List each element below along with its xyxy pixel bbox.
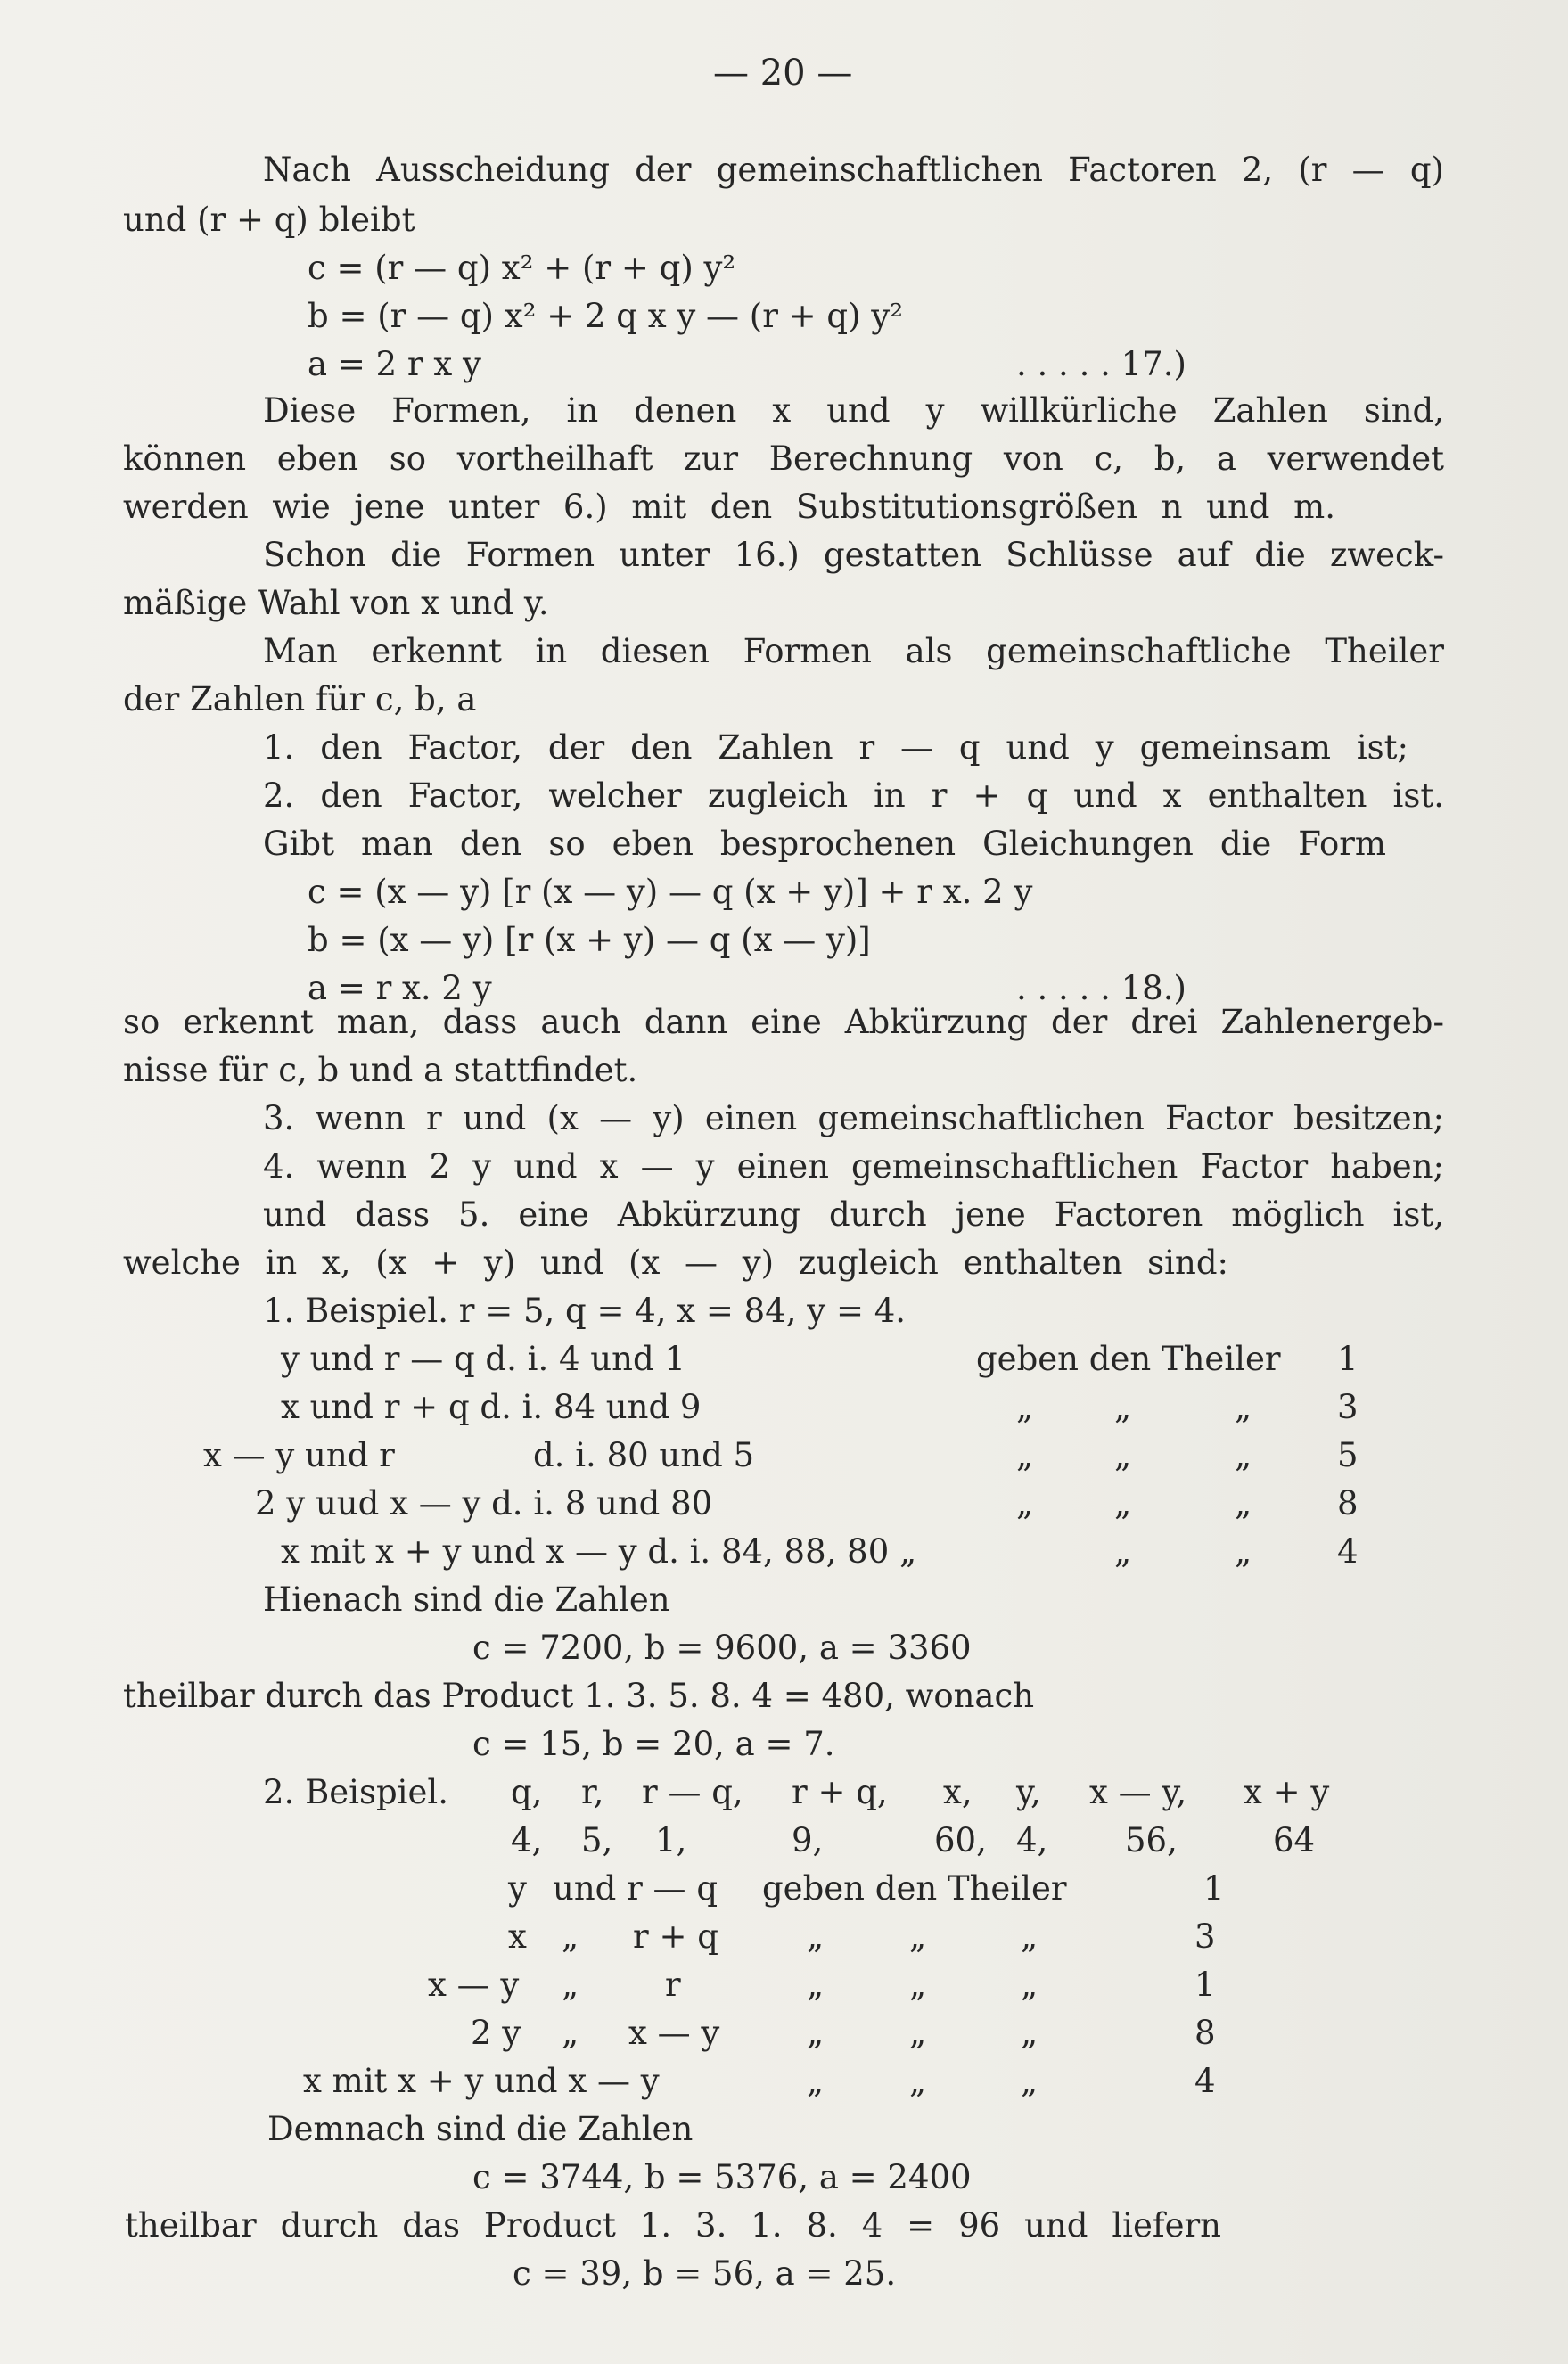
text-line: Gibt man den so eben besprochenen Gleichungen die Form bbox=[263, 825, 1386, 863]
text-line: theilbar durch das Product 1. 3. 5. 8. 4 = 480, wonach bbox=[123, 1677, 1035, 1715]
ditto-mark: „ bbox=[1016, 1388, 1034, 1426]
example1-heading: 1. Beispiel. r = 5, q = 4, x = 84, y = 4. bbox=[263, 1292, 907, 1330]
ditto-mark: „ bbox=[909, 1917, 927, 1956]
ditto-mark: „ bbox=[909, 1966, 927, 2004]
example2-header: r + q, bbox=[792, 1773, 888, 1811]
equation-b: b = (r — q) x² + 2 q x y — (r + q) y² bbox=[308, 297, 904, 335]
example1-row-value: 1 bbox=[1337, 1340, 1359, 1378]
ditto-mark: „ bbox=[1235, 1532, 1252, 1571]
example2-row-b: und r — q bbox=[553, 1869, 718, 1908]
example1-row-value: 4 bbox=[1337, 1532, 1359, 1571]
ditto-mark: „ bbox=[1021, 2014, 1038, 2052]
example2-row-a: x bbox=[508, 1917, 527, 1956]
example2-header: x — y, bbox=[1089, 1773, 1187, 1811]
example2-row-b: x — y bbox=[628, 2014, 720, 2052]
ditto-mark: „ bbox=[1114, 1436, 1132, 1474]
example2-value: 64 bbox=[1273, 1821, 1316, 1859]
equation-number: . . . . . 18.) bbox=[1016, 969, 1186, 1007]
example2-row-value: 1 bbox=[1203, 1869, 1225, 1908]
text-line: Schon die Formen unter 16.) gestatten Schlüsse auf die zweck- bbox=[263, 536, 1444, 574]
example2-value: 60, bbox=[934, 1821, 987, 1859]
page-number: — 20 — bbox=[713, 53, 853, 94]
ditto-mark: „ bbox=[1235, 1388, 1252, 1426]
text-line: so erkennt man, dass auch dann eine Abkürzung der drei Zahlenergeb- bbox=[123, 1003, 1444, 1041]
ditto-mark: „ bbox=[909, 2062, 927, 2100]
example2-row-value: 8 bbox=[1194, 2014, 1216, 2052]
text-line: Man erkennt in diesen Formen als gemeinschaftliche Theiler bbox=[263, 632, 1444, 670]
text-line: Hienach sind die Zahlen bbox=[263, 1580, 670, 1619]
example1-row-detail: d. i. 80 und 5 bbox=[533, 1436, 755, 1474]
example1-row-value: 8 bbox=[1337, 1484, 1359, 1523]
example2-value: 56, bbox=[1125, 1821, 1178, 1859]
equation-b: b = (x — y) [r (x + y) — q (x — y)] bbox=[308, 921, 871, 959]
example2-header: q, bbox=[511, 1773, 543, 1811]
ditto-mark: „ bbox=[562, 1966, 579, 2004]
ditto-mark: „ bbox=[562, 2014, 579, 2052]
example2-header: x + y bbox=[1244, 1773, 1330, 1811]
ditto-mark: „ bbox=[807, 2014, 825, 2052]
result-line: c = 3744, b = 5376, a = 2400 bbox=[472, 2158, 972, 2196]
example2-row-value: 1 bbox=[1194, 1966, 1216, 2004]
example2-header: r, bbox=[581, 1773, 604, 1811]
equation-c: c = (r — q) x² + (r + q) y² bbox=[308, 249, 736, 287]
result-line: c = 39, b = 56, a = 25. bbox=[513, 2254, 897, 2293]
ditto-mark: „ bbox=[1114, 1484, 1132, 1523]
text-line: Diese Formen, in denen x und y willkürliche Zahlen sind, bbox=[263, 391, 1444, 430]
ditto-mark: „ bbox=[807, 1917, 825, 1956]
ditto-mark: „ bbox=[1114, 1532, 1132, 1571]
example2-row-a: x — y bbox=[428, 1966, 520, 2004]
ditto-mark: „ bbox=[807, 2062, 825, 2100]
text-line: werden wie jene unter 6.) mit den Substitutionsgrößen n und m. bbox=[123, 488, 1335, 526]
ditto-mark: „ bbox=[1016, 1436, 1034, 1474]
example2-heading: 2. Beispiel. bbox=[263, 1773, 448, 1811]
result-line: c = 15, b = 20, a = 7. bbox=[472, 1725, 835, 1763]
example2-row-b: r + q bbox=[633, 1917, 718, 1956]
example1-row-col1: geben den Theiler bbox=[976, 1340, 1281, 1378]
list-item: 3. wenn r und (x — y) einen gemeinschaftlichen Factor besitzen; bbox=[263, 1099, 1444, 1137]
example1-row-label: x mit x + y und x — y d. i. 84, 88, 80 „ bbox=[281, 1532, 917, 1571]
text-line: theilbar durch das Product 1. 3. 1. 8. 4 = 96 und liefern bbox=[125, 2206, 1221, 2245]
equation-c: c = (x — y) [r (x — y) — q (x + y)] + r x. 2 y bbox=[308, 873, 1033, 911]
example1-row-label: x — y und r bbox=[203, 1436, 395, 1474]
example1-row-label: 2 y uud x — y d. i. 8 und 80 bbox=[255, 1484, 713, 1523]
example2-value: 1, bbox=[655, 1821, 687, 1859]
example2-header: y, bbox=[1016, 1773, 1041, 1811]
equation-number: . . . . . 17.) bbox=[1016, 345, 1186, 383]
example2-row-a: y bbox=[508, 1869, 527, 1908]
list-item: 4. wenn 2 y und x — y einen gemeinschaftlichen Factor haben; bbox=[263, 1147, 1444, 1186]
ditto-mark: „ bbox=[909, 2014, 927, 2052]
list-item: 2. den Factor, welcher zugleich in r + q und x enthalten ist. bbox=[263, 776, 1444, 815]
text-line: und (r + q) bleibt bbox=[123, 201, 415, 239]
text-line: Nach Ausscheidung der gemeinschaftlichen Factoren 2, (r — q) bbox=[263, 151, 1444, 189]
text-line: der Zahlen für c, b, a bbox=[123, 680, 477, 718]
ditto-mark: „ bbox=[562, 1917, 579, 1956]
example2-value: 5, bbox=[581, 1821, 613, 1859]
text-line: mäßige Wahl von x und y. bbox=[123, 584, 549, 622]
ditto-mark: „ bbox=[1021, 1917, 1038, 1956]
example2-header: r — q, bbox=[642, 1773, 743, 1811]
example2-header: x, bbox=[943, 1773, 973, 1811]
example2-row-c: geben den Theiler bbox=[762, 1869, 1067, 1908]
example1-row-value: 3 bbox=[1337, 1388, 1359, 1426]
example2-row-value: 3 bbox=[1194, 1917, 1216, 1956]
text-line: Demnach sind die Zahlen bbox=[267, 2110, 694, 2148]
example2-row-a: 2 y bbox=[471, 2014, 521, 2052]
ditto-mark: „ bbox=[1016, 1484, 1034, 1523]
result-line: c = 7200, b = 9600, a = 3360 bbox=[472, 1629, 972, 1667]
list-item: 1. den Factor, der den Zahlen r — q und y gemeinsam ist; bbox=[263, 728, 1408, 767]
equation-a: a = 2 r x y bbox=[308, 345, 481, 383]
ditto-mark: „ bbox=[1021, 1966, 1038, 2004]
ditto-mark: „ bbox=[1114, 1388, 1132, 1426]
example2-value: 9, bbox=[792, 1821, 824, 1859]
example2-value: 4, bbox=[511, 1821, 543, 1859]
text-line: welche in x, (x + y) und (x — y) zugleich enthalten sind: bbox=[123, 1244, 1228, 1282]
example2-value: 4, bbox=[1016, 1821, 1048, 1859]
text-line: nisse für c, b und a stattfindet. bbox=[123, 1051, 638, 1089]
example2-row-a: x mit x + y und x — y bbox=[303, 2062, 660, 2100]
ditto-mark: „ bbox=[1235, 1484, 1252, 1523]
text-line: und dass 5. eine Abkürzung durch jene Factoren möglich ist, bbox=[263, 1195, 1444, 1234]
equation-a: a = r x. 2 y bbox=[308, 969, 492, 1007]
ditto-mark: „ bbox=[1021, 2062, 1038, 2100]
example1-row-label: x und r + q d. i. 84 und 9 bbox=[281, 1388, 702, 1426]
ditto-mark: „ bbox=[1235, 1436, 1252, 1474]
example1-row-label: y und r — q d. i. 4 und 1 bbox=[281, 1340, 685, 1378]
ditto-mark: „ bbox=[807, 1966, 825, 2004]
example2-row-b: r bbox=[665, 1966, 681, 2004]
example1-row-value: 5 bbox=[1337, 1436, 1359, 1474]
text-line: können eben so vortheilhaft zur Berechnung von c, b, a verwendet bbox=[123, 439, 1444, 478]
example2-row-value: 4 bbox=[1194, 2062, 1216, 2100]
